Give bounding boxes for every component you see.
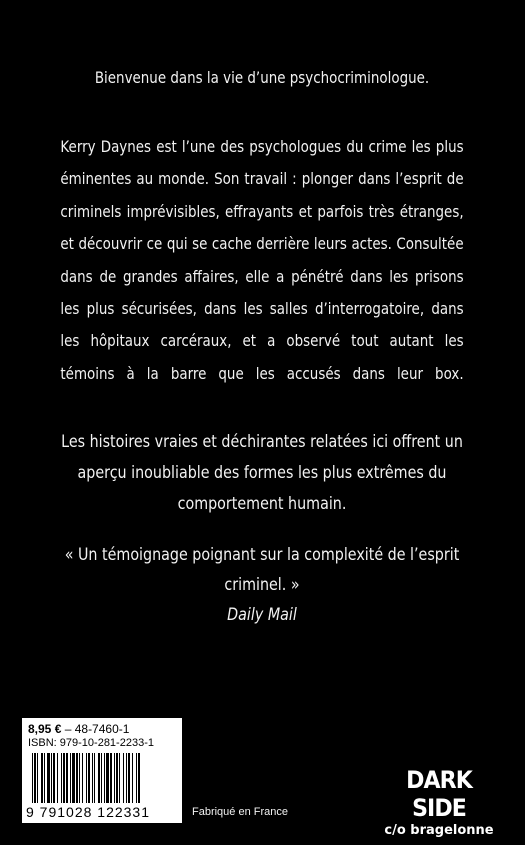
product-ref: – 48-7460-1 [61,722,130,736]
barcode-bar [41,753,43,803]
barcode-bar [61,753,62,803]
barcode-bar [53,753,55,803]
barcode-bars [30,753,175,803]
barcode-digits: 9 791028 122331 [26,804,150,820]
barcode-label [22,718,182,823]
pitch-paragraph: Les histoires vraies et déchirantes relatées ici offrent un aperçu inoubliable des formes les plus extrêmes du comportement humain. [61,432,463,514]
barcode-bar [37,753,38,803]
barcode-bar [110,753,112,803]
barcode-bar [63,753,65,803]
barcode-bar [106,753,109,803]
barcode-bar [104,753,105,803]
publisher-logo [380,766,498,838]
quote-text: « Un témoignage poignant sur la complexité de l’esprit criminel. » [64,545,460,595]
barcode-bar [88,753,90,803]
made-in-label: Fabriqué en France [192,806,288,818]
barcode-bar [72,753,75,803]
barcode-bar [86,753,87,803]
blurb-paragraph: Kerry Daynes est l’une des psychologues du crime les plus éminentes au monde. Son travail : plonger dans l’esprit de criminels imprévisibles, effrayants et parfois très étranges, et découvrir ce qui se cache derrière leurs actes. Consultée dans de grandes affaires, elle a pénétré dans les prisons les plus sécurisées, dans les salles d’interrogatoire, dans les hôpitaux carcéraux, et a observé tout autant les témoins à la barre que les accusés dans leur box. [60,137,464,383]
barcode-bar [57,753,58,803]
barcode-bar [32,753,33,803]
barcode-bar [128,753,130,803]
price: 8,95 € [28,722,62,736]
logo-sub: c/o bragelonne [384,823,494,838]
barcode-bar [132,753,133,803]
barcode-bar [70,753,71,803]
barcode-bar [44,753,45,803]
barcode-bar [136,753,137,803]
barcode-bar [94,753,95,803]
logo-main: DARK SIDE [406,766,472,822]
isbn-number: ISBN: 979-10-281-2233-1 [28,737,154,749]
barcode-bar [114,753,115,803]
barcode-bar [47,753,50,803]
quote-source: Daily Mail [227,605,297,625]
barcode-bar [92,753,93,803]
barcode-bar [34,753,36,803]
barcode-bar [138,753,140,803]
barcode-bar [79,753,80,803]
barcode-bar [126,753,127,803]
barcode-bar [98,753,100,803]
review-quote [60,540,463,630]
barcode-bar [76,753,78,803]
barcode-bar [51,753,52,803]
barcode-bar [119,753,120,803]
barcode-bar [101,753,102,803]
barcode-bar [116,753,118,803]
barcode-bar [82,753,83,803]
intro-heading: Bienvenue dans la vie d’une psychocriminologue. [94,68,430,87]
barcode-bar [123,753,124,803]
price-line [28,722,129,736]
barcode-bar [66,753,68,803]
